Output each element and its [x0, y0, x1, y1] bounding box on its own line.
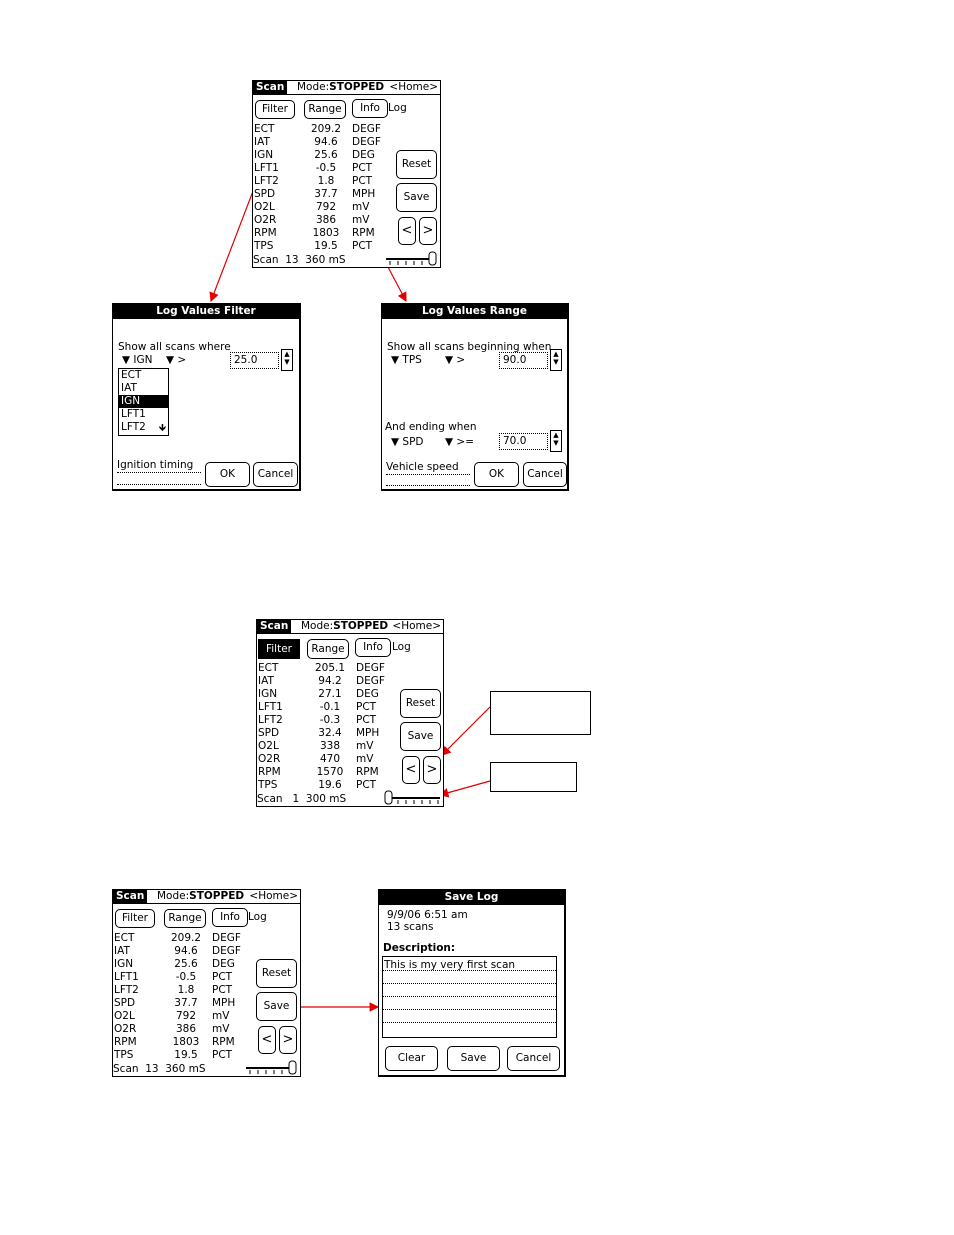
param-value: 32.4	[318, 727, 342, 739]
log-label: Log	[392, 641, 411, 653]
table-row	[114, 932, 254, 945]
param-unit: mV	[356, 753, 374, 765]
table-row	[258, 779, 398, 792]
param-value: 386	[175, 1023, 197, 1035]
table-row	[114, 1010, 254, 1023]
table-row	[258, 688, 398, 701]
cancel-button[interactable]: Cancel	[523, 462, 567, 487]
param-value: -0.5	[175, 971, 197, 983]
table-row	[254, 214, 394, 227]
callout-box-slider	[490, 762, 577, 792]
param-unit: DEGF	[356, 675, 385, 687]
param-name: IAT	[258, 675, 274, 687]
param-name: TPS	[114, 1049, 134, 1061]
down-icon[interactable]: ▼	[553, 358, 559, 366]
table-row	[254, 240, 394, 253]
slider-thumb	[289, 1061, 296, 1074]
param-value: 19.6	[318, 779, 342, 791]
scan-slider[interactable]	[384, 251, 440, 267]
param-name: LFT2	[254, 175, 279, 187]
param-value: 209.2	[170, 932, 202, 944]
value-spinner[interactable]	[281, 349, 293, 371]
param-name: LFT1	[114, 971, 139, 983]
next-scan-button[interactable]: >	[423, 756, 441, 784]
log-values-range-dialog	[381, 303, 569, 491]
save-log-dialog	[378, 889, 566, 1077]
prev-scan-button[interactable]: <	[258, 1026, 276, 1054]
home-link[interactable]: <Home>	[389, 81, 438, 93]
param-value: 37.7	[314, 188, 338, 200]
range-button[interactable]: Range	[164, 909, 206, 928]
filter-button[interactable]: Filter	[255, 100, 295, 119]
filter-prompt: Show all scans where	[118, 341, 231, 353]
list-item[interactable]: ECT	[121, 369, 142, 381]
reset-button[interactable]: Reset	[256, 959, 297, 988]
table-row	[254, 162, 394, 175]
param-name: LFT2	[258, 714, 283, 726]
param-unit: DEG	[352, 149, 375, 161]
param-value: 1.8	[317, 175, 335, 187]
description-label: Description:	[383, 942, 456, 954]
param-unit: DEGF	[212, 945, 241, 957]
begin-value-field[interactable]: 90.0	[499, 352, 548, 369]
param-name: O2L	[258, 740, 279, 752]
param-value: -0.5	[315, 162, 337, 174]
info-button[interactable]: Info	[355, 638, 391, 657]
param-unit: MPH	[352, 188, 376, 200]
param-name: O2L	[114, 1010, 135, 1022]
param-value: 205.1	[314, 662, 346, 674]
param-value: 386	[315, 214, 337, 226]
param-value: 25.6	[314, 149, 338, 161]
table-row	[258, 701, 398, 714]
scan-slider[interactable]	[384, 790, 442, 806]
filter-button[interactable]: Filter	[115, 909, 155, 928]
description-underline	[117, 472, 201, 473]
param-value: 338	[319, 740, 341, 752]
table-row	[258, 766, 398, 779]
prev-scan-button[interactable]: <	[402, 756, 420, 784]
down-icon[interactable]: ▼	[284, 358, 290, 366]
table-row	[114, 1023, 254, 1036]
ok-button[interactable]: OK	[205, 462, 250, 487]
title-bar	[257, 620, 443, 634]
description-textarea[interactable]	[382, 956, 557, 1038]
param-name: IGN	[258, 688, 278, 700]
param-selector[interactable]: ▼ IGN	[122, 354, 153, 366]
filter-value-field[interactable]: 25.0	[230, 352, 279, 369]
begin-value-spinner[interactable]	[550, 349, 562, 371]
param-name: O2R	[114, 1023, 137, 1035]
param-unit: mV	[352, 201, 370, 213]
param-unit: DEG	[212, 958, 235, 970]
param-name: LFT2	[114, 984, 139, 996]
param-name: IGN	[114, 958, 134, 970]
table-row	[254, 175, 394, 188]
home-link[interactable]: <Home>	[392, 620, 441, 632]
reset-button[interactable]: Reset	[396, 150, 437, 179]
parameter-list	[254, 123, 394, 253]
log-label: Log	[388, 102, 407, 114]
table-row	[114, 945, 254, 958]
param-name: ECT	[254, 123, 275, 135]
param-unit: DEG	[356, 688, 379, 700]
callout-box-nav	[490, 691, 591, 735]
save-button[interactable]: Save	[396, 183, 437, 212]
parameter-list	[114, 932, 254, 1062]
log-date: 9/9/06 6:51 am	[387, 909, 468, 921]
param-name: TPS	[258, 779, 278, 791]
param-unit: MPH	[212, 997, 236, 1009]
dialog-title: Save Log	[379, 890, 564, 905]
param-name: ECT	[114, 932, 135, 944]
table-row	[114, 958, 254, 971]
end-param-selector[interactable]: ▼ SPD	[391, 436, 424, 448]
param-unit: PCT	[352, 175, 373, 187]
param-name: IAT	[254, 136, 270, 148]
list-item[interactable]: IGN	[119, 395, 168, 408]
operator-selector[interactable]: ▼ >	[166, 354, 187, 366]
begin-param-selector[interactable]: ▼ TPS	[391, 354, 422, 366]
param-value: 209.2	[310, 123, 342, 135]
param-value: 1803	[312, 227, 340, 239]
table-row	[254, 188, 394, 201]
param-unit: RPM	[356, 766, 379, 778]
scan-title: Scan	[253, 81, 287, 94]
param-unit: DEGF	[352, 123, 381, 135]
list-item[interactable]: LFT2	[121, 421, 146, 433]
slider-thumb	[385, 791, 392, 804]
param-value: 94.2	[318, 675, 342, 687]
table-row	[258, 662, 398, 675]
param-name: O2R	[254, 214, 277, 226]
table-row	[258, 675, 398, 688]
param-unit: PCT	[212, 1049, 233, 1061]
begin-operator-selector[interactable]: ▼ >	[445, 354, 466, 366]
mode-label: Mode:STOPPED	[157, 890, 245, 902]
list-item[interactable]: IAT	[121, 382, 137, 394]
info-button[interactable]: Info	[352, 99, 388, 118]
next-scan-button[interactable]: >	[419, 217, 437, 245]
param-value: 792	[315, 201, 337, 213]
up-icon[interactable]: ▲	[284, 350, 290, 358]
up-icon[interactable]: ▲	[553, 350, 559, 358]
param-name: SPD	[114, 997, 136, 1009]
param-value: 19.5	[174, 1049, 198, 1061]
scan-screen-1	[252, 80, 441, 268]
table-row	[114, 984, 254, 997]
table-row	[254, 227, 394, 240]
param-value: 1.8	[177, 984, 195, 996]
table-row	[114, 1049, 254, 1062]
param-value: 94.6	[174, 945, 198, 957]
next-scan-button[interactable]: >	[279, 1026, 297, 1054]
param-name: ECT	[258, 662, 279, 674]
param-name: LFT1	[258, 701, 283, 713]
scan-screen-2	[256, 619, 444, 807]
param-name: LFT1	[254, 162, 279, 174]
param-unit: PCT	[356, 779, 377, 791]
param-unit: PCT	[352, 162, 373, 174]
param-value: 19.5	[314, 240, 338, 252]
param-name: RPM	[258, 766, 281, 778]
scan-title: Scan	[257, 620, 291, 633]
param-value: 94.6	[314, 136, 338, 148]
param-value: -0.3	[319, 714, 341, 726]
table-row	[258, 727, 398, 740]
begin-prompt: Show all scans beginning when	[387, 341, 552, 353]
param-name: TPS	[254, 240, 274, 252]
mode-label: Mode:STOPPED	[301, 620, 389, 632]
scan-status: Scan 13 360 mS	[113, 1063, 206, 1075]
down-icon[interactable]: ▼	[553, 439, 559, 447]
param-unit: PCT	[212, 984, 233, 996]
param-unit: DEGF	[212, 932, 241, 944]
param-value: 27.1	[318, 688, 342, 700]
table-row	[254, 149, 394, 162]
scan-screen-3	[112, 889, 301, 1077]
param-name: RPM	[254, 227, 277, 239]
log-scan-count: 13 scans	[387, 921, 434, 933]
description-text: This is my very first scan	[384, 959, 516, 971]
save-button[interactable]: Save	[447, 1046, 500, 1071]
param-unit: PCT	[212, 971, 233, 983]
save-button[interactable]: Save	[400, 722, 441, 751]
param-unit: mV	[352, 214, 370, 226]
param-unit: mV	[356, 740, 374, 752]
slider-thumb	[429, 252, 436, 265]
param-value: 37.7	[174, 997, 198, 1009]
param-unit: DEGF	[352, 136, 381, 148]
scan-slider[interactable]	[244, 1060, 300, 1076]
scan-status: Scan 13 360 mS	[253, 254, 346, 266]
param-unit: DEGF	[356, 662, 385, 674]
scroll-down-icon[interactable]: 🡻	[158, 423, 166, 434]
param-unit: PCT	[352, 240, 373, 252]
param-unit: PCT	[356, 701, 377, 713]
param-name: IAT	[114, 945, 130, 957]
arrow-callout-to-slider	[440, 781, 490, 795]
param-unit: RPM	[352, 227, 375, 239]
cancel-button[interactable]: Cancel	[253, 462, 298, 487]
dialog-title: Log Values Range	[382, 304, 567, 319]
param-value: 470	[319, 753, 341, 765]
param-name: O2L	[254, 201, 275, 213]
end-operator-selector[interactable]: ▼ >=	[445, 436, 475, 448]
mode-label: Mode:STOPPED	[297, 81, 385, 93]
table-row	[258, 740, 398, 753]
param-value: 1570	[316, 766, 344, 778]
scan-title: Scan	[113, 890, 147, 903]
description-underline-2	[117, 484, 201, 485]
log-label: Log	[248, 911, 267, 923]
param-value: 25.6	[174, 958, 198, 970]
param-name: RPM	[114, 1036, 137, 1048]
param-name: O2R	[258, 753, 281, 765]
table-row	[114, 971, 254, 984]
range-button[interactable]: Range	[304, 100, 346, 119]
dialog-title: Log Values Filter	[113, 304, 299, 319]
up-icon[interactable]: ▲	[553, 431, 559, 439]
scan-status: Scan 1 300 mS	[257, 793, 347, 805]
param-value: 1803	[172, 1036, 200, 1048]
param-unit: MPH	[356, 727, 380, 739]
param-dropdown-list[interactable]	[118, 368, 169, 436]
table-row	[258, 714, 398, 727]
param-unit: PCT	[356, 714, 377, 726]
title-bar	[253, 81, 440, 95]
param-description: Ignition timing	[117, 459, 194, 471]
param-unit: mV	[212, 1010, 230, 1022]
param-unit: RPM	[212, 1036, 235, 1048]
description-underline	[386, 474, 470, 475]
end-value-field[interactable]: 70.0	[499, 433, 548, 450]
info-button[interactable]: Info	[212, 908, 248, 927]
param-name: SPD	[258, 727, 280, 739]
arrow-callout-to-nav	[442, 707, 490, 755]
ok-button[interactable]: OK	[474, 462, 519, 487]
range-button[interactable]: Range	[307, 639, 349, 659]
end-value-spinner[interactable]	[550, 430, 562, 452]
param-value: 792	[175, 1010, 197, 1022]
param-name: SPD	[254, 188, 276, 200]
prev-scan-button[interactable]: <	[398, 217, 416, 245]
table-row	[254, 201, 394, 214]
param-unit: mV	[212, 1023, 230, 1035]
log-values-filter-dialog	[112, 303, 301, 491]
parameter-list	[258, 662, 398, 792]
table-row	[254, 123, 394, 136]
description-underline-2	[386, 485, 470, 486]
table-row	[258, 753, 398, 766]
clear-button[interactable]: Clear	[385, 1046, 438, 1071]
filter-button[interactable]: Filter	[258, 639, 300, 659]
save-button[interactable]: Save	[256, 992, 297, 1021]
title-bar	[113, 890, 300, 904]
param-description: Vehicle speed	[386, 461, 459, 473]
reset-button[interactable]: Reset	[400, 689, 441, 718]
end-prompt: And ending when	[385, 421, 477, 433]
table-row	[254, 136, 394, 149]
table-row	[114, 1036, 254, 1049]
param-name: IGN	[254, 149, 274, 161]
home-link[interactable]: <Home>	[249, 890, 298, 902]
cancel-button[interactable]: Cancel	[507, 1046, 560, 1071]
list-item[interactable]: LFT1	[121, 408, 146, 420]
table-row	[114, 997, 254, 1010]
param-value: -0.1	[319, 701, 341, 713]
